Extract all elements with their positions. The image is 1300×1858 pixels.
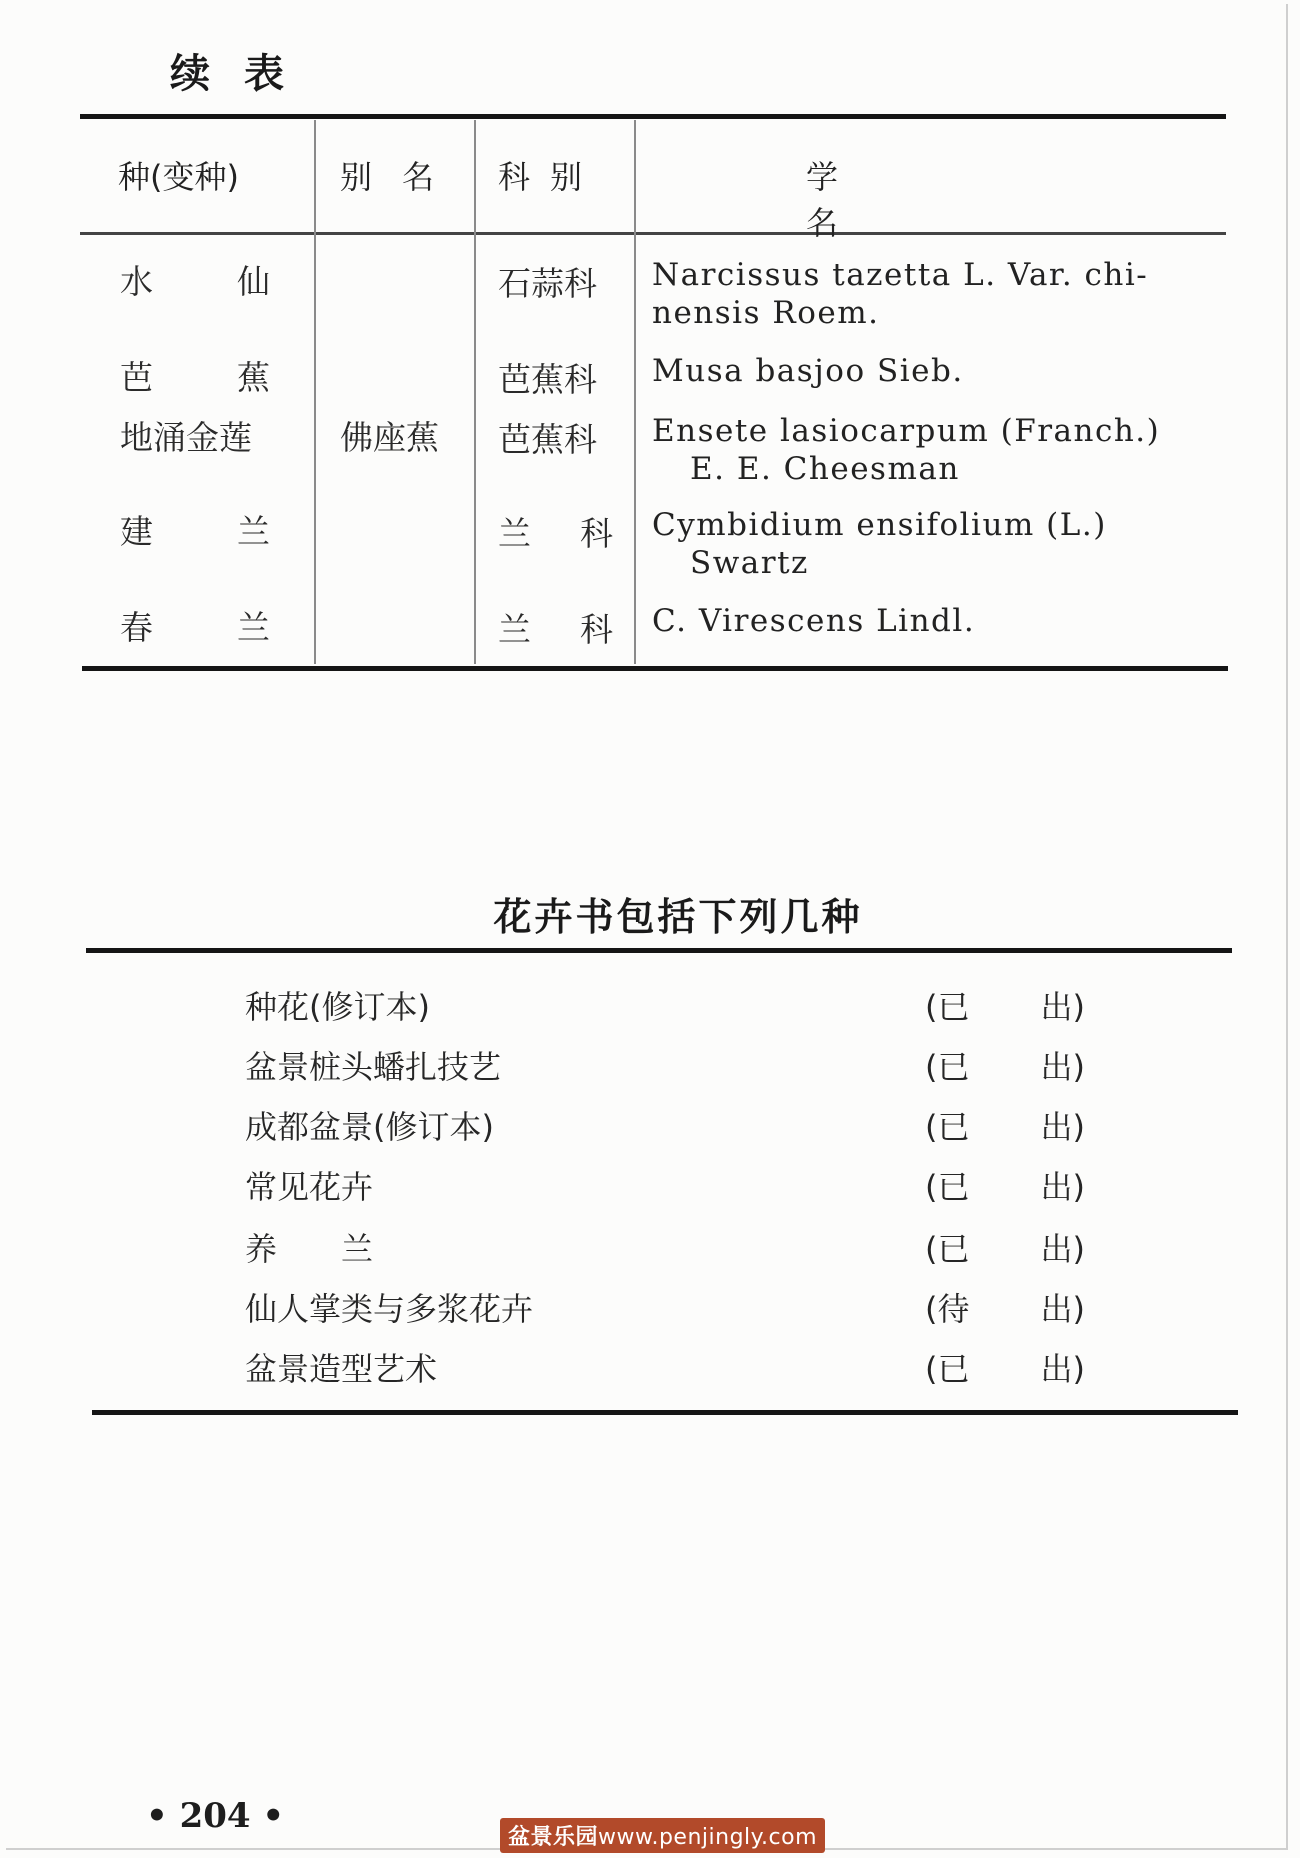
table-row-species (120, 256, 275, 303)
table-row-family (498, 414, 613, 461)
status-part: (待 (925, 1290, 970, 1328)
sci-line: nensis Roem. (652, 295, 880, 331)
family-text: 兰 (498, 514, 531, 553)
header-scientific-text: 学名 (806, 158, 1009, 242)
status-part: (已 (925, 1230, 970, 1268)
family-text: 科 (580, 610, 613, 649)
sci-line: Musa basjoo Sieb. (652, 353, 964, 389)
alias-merged-cell: 佛座蕉 (340, 418, 439, 457)
table-row-species (120, 412, 275, 459)
list-item (245, 982, 1085, 1026)
family-text: 芭蕉科 (498, 360, 597, 399)
list-item (245, 1224, 1085, 1268)
table-row-scientific (652, 506, 1232, 582)
book-status (925, 1344, 1085, 1390)
status-part: (已 (925, 1350, 970, 1388)
book-status (925, 1224, 1085, 1270)
status-part: 出) (1040, 1048, 1085, 1086)
species-char: 水 (120, 262, 153, 301)
book-list-bottom-rule (92, 1410, 1238, 1415)
table-row-family (498, 508, 613, 555)
table-row-scientific (652, 412, 1232, 488)
table-row-family (498, 604, 613, 651)
family-text: 石蒜科 (498, 264, 597, 303)
species-char: 仙 (237, 262, 270, 301)
list-item (245, 1102, 1085, 1146)
family-text: 兰 (498, 610, 531, 649)
status-part: 出) (1040, 988, 1085, 1026)
book-status (925, 1042, 1085, 1088)
watermark-cn: 盆景乐园 (508, 1825, 599, 1850)
table-row-species (120, 506, 275, 553)
book-name: 盆景造型艺术 (245, 1350, 438, 1388)
header-scientific (806, 152, 1076, 244)
table-top-rule (80, 114, 1226, 119)
page-number: • 204 • (146, 1796, 285, 1836)
list-item (245, 1162, 1085, 1206)
family-text: 芭蕉科 (498, 420, 597, 459)
status-part: 出) (1040, 1230, 1085, 1268)
sci-line: Narcissus tazetta L. Var. chi- (652, 257, 1149, 293)
book-name: 仙人掌类与多浆花卉 (245, 1290, 534, 1328)
table-col-divider-1 (314, 120, 316, 664)
species-char: 蕉 (237, 358, 270, 397)
species-char: 地涌金莲 (120, 418, 252, 457)
book-list-top-rule (86, 948, 1232, 953)
sci-line: E. E. Cheesman (690, 451, 960, 487)
sci-line: Ensete lasiocarpum (Franch.) (652, 413, 1161, 449)
table-title: 续表 (170, 51, 318, 97)
book-list-title: 花卉书包括下列几种 (493, 895, 863, 939)
book-status (925, 1162, 1085, 1208)
list-item (245, 1042, 1085, 1086)
list-item (245, 1344, 1085, 1388)
table-row-family (498, 354, 613, 401)
site-watermark (500, 1818, 825, 1853)
table-row-scientific (652, 256, 1232, 332)
status-part: (已 (925, 1108, 970, 1146)
book-status (925, 982, 1085, 1028)
table-row-species (120, 602, 275, 649)
sci-line: C. Virescens Lindl. (652, 603, 976, 639)
book-status (925, 1102, 1085, 1148)
species-char: 芭 (120, 358, 153, 397)
species-char: 建 (120, 512, 153, 551)
table-col-divider-2 (474, 120, 476, 664)
status-part: (已 (925, 1168, 970, 1206)
book-name: 盆景桩头蟠扎技艺 (245, 1048, 502, 1086)
species-char: 兰 (237, 512, 270, 551)
table-row-species (120, 352, 275, 399)
book-name: 常见花卉 (245, 1168, 374, 1206)
table-col-divider-3 (634, 120, 636, 664)
book-name: 成都盆景(修订本) (245, 1108, 494, 1146)
table-bottom-rule (82, 666, 1228, 671)
book-status (925, 1284, 1085, 1330)
book-name: 养兰 (245, 1230, 438, 1268)
sci-line: Cymbidium ensifolium (L.) (652, 507, 1107, 543)
sci-line: Swartz (690, 545, 809, 581)
status-part: (已 (925, 988, 970, 1026)
table-row-scientific (652, 602, 1232, 640)
watermark-url: www.penjingly.com (598, 1825, 818, 1850)
table-row-scientific (652, 352, 1232, 390)
header-alias: 别名 (340, 158, 465, 196)
status-part: 出) (1040, 1290, 1085, 1328)
header-family: 科别 (498, 158, 603, 196)
list-item (245, 1284, 1085, 1328)
status-part: 出) (1040, 1108, 1085, 1146)
status-part: 出) (1040, 1350, 1085, 1388)
table-row-family (498, 258, 613, 305)
header-species: 种(变种) (118, 158, 239, 196)
book-name: 种花(修订本) (245, 988, 430, 1026)
status-part: 出) (1040, 1168, 1085, 1206)
family-text: 科 (580, 514, 613, 553)
status-part: (已 (925, 1048, 970, 1086)
species-char: 兰 (237, 608, 270, 647)
species-char: 春 (120, 608, 153, 647)
